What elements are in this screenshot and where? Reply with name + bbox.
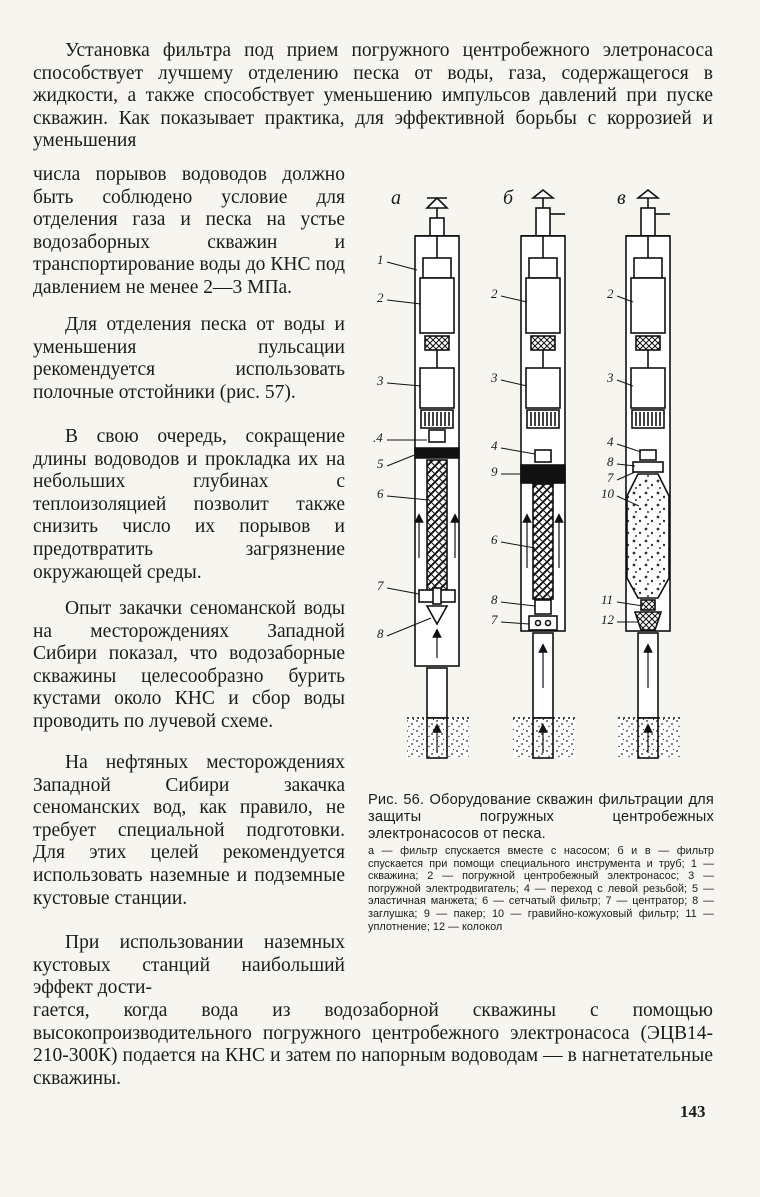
callout-b-7: 7: [491, 612, 498, 627]
panel-label-b: б: [503, 187, 514, 209]
page-number: 143: [680, 1102, 706, 1121]
callout-c-12: 12: [601, 612, 614, 627]
paragraph-oil-fields: На нефтяных месторождениях Западной Сибири закачка сеноманских вод, как правило, не требует специальной подготовки. Для этих целей рекомендуется использовать наземные и подземные кустовые станции.: [33, 752, 345, 909]
paragraph-sand-separation: Для отделения песка от воды и уменьшения пульсации рекомендуется использовать полочные отстойники (рис. 57).: [33, 314, 345, 403]
callout-c-2: 2: [607, 286, 614, 301]
panel-a-diagram: [407, 198, 469, 758]
callout-b-8: 8: [491, 592, 498, 607]
callout-c-3: 3: [607, 370, 614, 385]
callout-b-2: 2: [491, 286, 498, 301]
callout-a-5: 5: [377, 456, 384, 471]
paragraph-pipeline-length: В свою очередь, сокращение длины водоводов и прокладка их на небольших глубинах с теплоизоляцией позволит также снизить число их порывов и предотвратить загрязнение окружающей среды.: [33, 426, 345, 583]
callout-c-11: 11: [601, 592, 614, 607]
paragraph-intro: Установка фильтра под прием погружного центробежного элетронасоса способствует лучшему отделению песка от воды, газа, содержащегося в жидкости, а также способствует уменьшению импульсов давлений при пуске скважин. Как показывает практика, для эффективной борьбы с коррозией и уменьшения: [33, 40, 713, 152]
callout-b-3: 3: [491, 370, 498, 385]
callout-b-9: 9: [491, 464, 498, 479]
callout-a-6: 6: [377, 486, 384, 501]
well-equipment-figure: [355, 178, 715, 778]
callout-c-10: 10: [601, 486, 614, 501]
paragraph-surface-stations-start: При использовании наземных кустовых станций наибольший эффект дости-: [33, 932, 345, 999]
callout-a-3: 3: [377, 373, 384, 388]
panel-c-diagram: [618, 190, 680, 758]
callout-c-8: 8: [607, 454, 614, 469]
callout-a-2: 2: [377, 290, 384, 305]
paragraph-cenomanian-experience: Опыт закачки сеноманской воды на месторождениях Западной Сибири показал, что водозаборные скважины целесообразно бурить кустами около КНС и сбор воды проводить по лучевой схеме.: [33, 598, 345, 732]
callout-a-4: .4: [373, 430, 383, 445]
figure-caption-title: Рис. 56. Оборудование скважин фильтрации для защиты погружных центробежных электронасосов от песка.: [368, 792, 714, 842]
callout-b-6: 6: [491, 532, 498, 547]
callout-a-7: 7: [377, 578, 384, 593]
callout-b-4: 4: [491, 438, 498, 453]
panel-label-c: в: [617, 187, 626, 209]
callout-a-1: 1: [377, 252, 384, 267]
panel-label-a: а: [391, 187, 401, 209]
callout-c-4: 4: [607, 434, 614, 449]
callout-a-8: 8: [377, 626, 384, 641]
figure-caption-legend: а — фильтр спускается вместе с насосом; б и в — фильтр спускается при помощи специального инструмента и труб; 1 — скважина; 2 — погружной центробежный электронасос; 3 — погружной электродвигатель; 4 — переход с левой резьбой; 5 — эластичная манжета; 6 — сетчатый фильтр; 7 — центратор; 8 — заглушка; 9 — пакер; 10 — гравийно-кожуховый фильтр; 11 — уплотнение; 12 — колокол: [368, 845, 714, 933]
paragraph-surface-stations-end: гается, когда вода из водозаборной скважины с помощью высокопроизводительного погружного центробежного электронасоса (ЭЦВ14-210-300К) подается на КНС и затем по напорным водоводам — в нагнетательные скважины.: [33, 1000, 713, 1089]
paragraph-continuation: числа порывов водоводов должно быть соблюдено условие для отделения газа и песка на устье водозаборных скважин и транспортирование воды до КНС под давлением не менее 2—3 МПа.: [33, 164, 345, 298]
callout-c-7: 7: [607, 470, 614, 485]
